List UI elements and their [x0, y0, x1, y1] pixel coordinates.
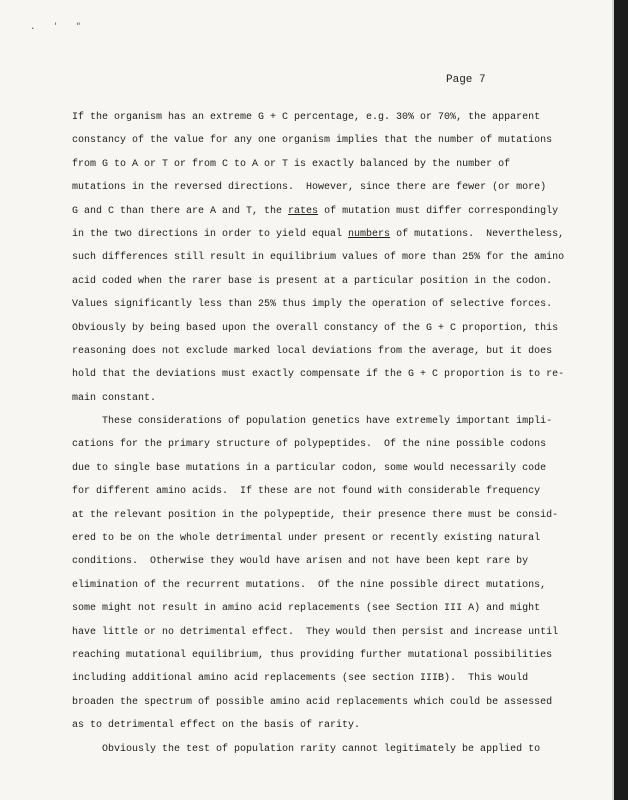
page-number: Page 7	[446, 74, 486, 86]
text-line: If the organism has an extreme G + C percentage, e.g. 30% or 70%, the apparent	[72, 112, 541, 123]
text-line: These considerations of population genetics have extremely important impli-	[102, 416, 553, 428]
text-line: broaden the spectrum of possible amino acid replacements which could be assessed	[72, 696, 553, 708]
text-line: reaching mutational equilibrium, thus providing further mutational possibilities	[72, 649, 553, 661]
text-line: mutations in the reversed directions. However, since there are fewer (or more)	[72, 182, 547, 194]
text-line: Values significantly less than 25% thus imply the operation of selective forces.	[72, 299, 553, 311]
text-line	[72, 200, 572, 223]
text-line: conditions. Otherwise they would have arisen and not have been kept rare by	[72, 556, 529, 568]
scan-frame-edge	[614, 0, 628, 800]
text-line: Obviously the test of population rarity cannot legitimately be applied to	[102, 743, 541, 755]
text-line: constancy of the value for any one organism implies that the number of mutations	[72, 135, 553, 147]
text-line: such differences still result in equilibrium values of more than 25% for the amino	[72, 252, 565, 264]
underlined-word-rates: rates	[288, 205, 319, 217]
text-line: at the relevant position in the polypeptide, their presence there must be consid-	[72, 509, 559, 521]
text-segment: in the two directions in order to yield equal	[72, 228, 349, 240]
text-segment: of mutations. Nevertheless,	[390, 228, 565, 240]
text-line: cations for the primary structure of polypeptides. Of the nine possible codons	[72, 439, 547, 451]
text-line: for different amino acids. If these are not found with considerable frequency	[72, 486, 541, 498]
text-line: hold that the deviations must exactly compensate if the G + C proportion is to re-	[72, 369, 565, 381]
text-line: main constant.	[72, 392, 157, 404]
underlined-word-numbers: numbers	[348, 228, 391, 240]
text-line: Obviously by being based upon the overall constancy of the G + C proportion, this	[72, 322, 559, 334]
text-line: reasoning does not exclude marked local deviations from the average, but it does	[72, 345, 553, 357]
text-line: elimination of the recurrent mutations. Of the nine possible direct mutations,	[72, 579, 547, 591]
text-line	[72, 223, 572, 246]
text-line: acid coded when the rarer base is present at a particular position in the codon.	[72, 275, 553, 287]
text-line: some might not result in amino acid replacements (see Section III A) and might	[72, 603, 541, 615]
text-line: including additional amino acid replacements (see section IIIB). This would	[72, 673, 529, 685]
text-line: have little or no detrimental effect. They would then persist and increase until	[72, 626, 559, 638]
margin-marks: . ' "	[30, 22, 88, 32]
text-line: as to detrimental effect on the basis of rarity.	[72, 720, 361, 732]
text-line: from G to A or T or from C to A or T is exactly balanced by the number of	[72, 158, 511, 170]
text-segment: G and C than there are A and T, the	[72, 205, 289, 217]
body-text	[72, 106, 572, 761]
text-line: ered to be on the whole detrimental under present or recently existing natural	[72, 533, 541, 545]
text-segment: of mutation must differ correspondingly	[318, 205, 559, 217]
text-line: due to single base mutations in a particular codon, some would necessarily code	[72, 462, 547, 474]
